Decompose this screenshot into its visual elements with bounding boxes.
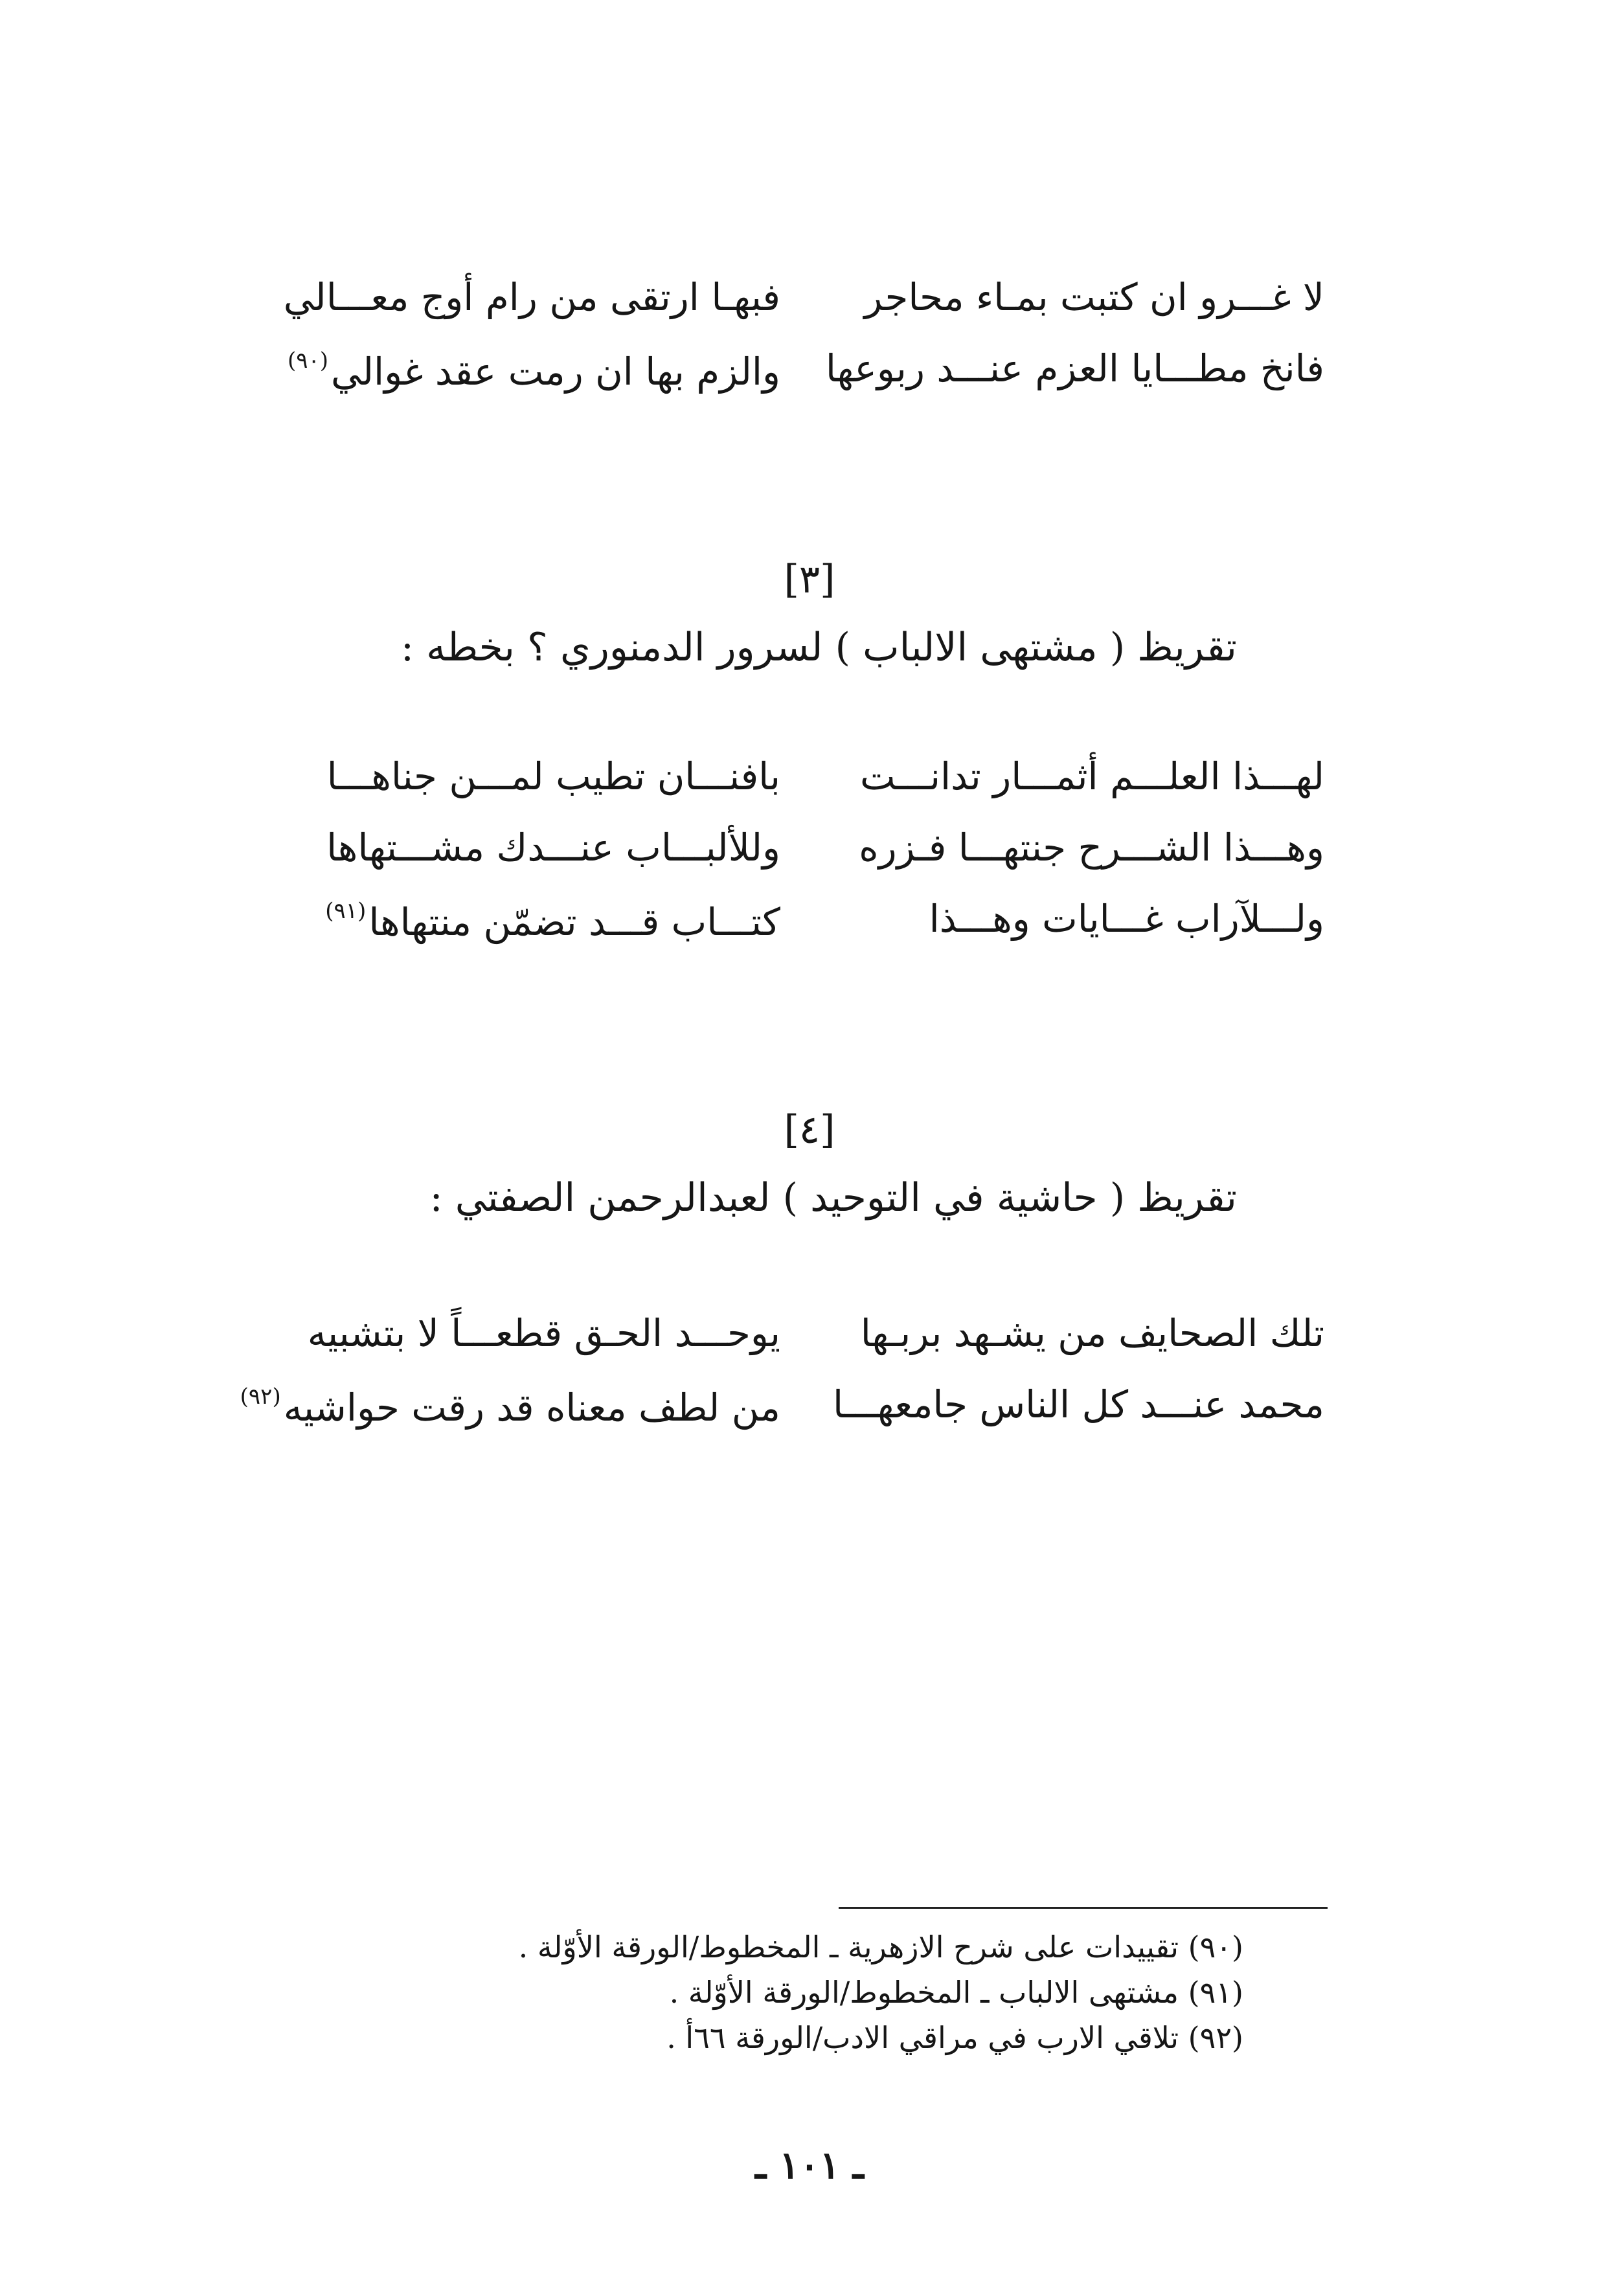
section-4-heading: تقريظ ( حاشية في التوحيد ) لعبدالرحمن الصفتي :: [429, 1175, 1237, 1221]
section4-verse-1-second-hemistich: يوحـــد الحـق قطعـــاً لا بتشبيه: [307, 1311, 780, 1355]
poem1-verse-1-first-hemistich: لا غـــرو ان كتبت بمـاء محاجر: [864, 275, 1324, 319]
section3-verse-3-second-hemistich: [262, 898, 780, 944]
section3-verse-1-second-hemistich: بافنـــان تطيب لمـــن جناهـــا: [326, 754, 780, 798]
section-3-number: [٣]: [784, 557, 835, 602]
poem1-verse-2-first-hemistich: فانخ مطـــايا العزم عنـــد ربوعها: [825, 346, 1324, 390]
footnote-91: (٩١) مشتهى الالباب ـ المخطوط/الورقة الأوّلة .: [669, 1975, 1243, 2010]
footnote-92: (٩٢) تلاقي الارب في مراقي الادب/الورقة ٦٦أ .: [666, 2020, 1243, 2055]
footnote-reference-92: (٩٢): [240, 1384, 281, 1410]
section4-verse-2-second-hemistich: [240, 1384, 780, 1430]
hemistich-text: كتـــاب قـــد تضمّن منتهاها: [368, 900, 780, 944]
footnote-reference-90: (٩٠): [287, 348, 328, 374]
hemistich-text: من لطف معناه قد رقت حواشيه: [283, 1386, 780, 1430]
section-4-number: [٤]: [784, 1107, 835, 1153]
section3-verse-2-first-hemistich: وهـــذا الشـــرح جنتهـــا فـزره: [859, 826, 1324, 870]
poem1-verse-1-second-hemistich: فبهـا ارتقى من رام أوج معـــالي: [283, 275, 780, 319]
section3-verse-2-second-hemistich: وللألبـــاب عنـــدك مشـــتهاها: [326, 826, 780, 870]
hemistich-text: والزم بها ان رمت عقد غوالي: [331, 350, 780, 394]
section4-verse-1-first-hemistich: تلك الصحايف من يشـهد بربـها: [860, 1311, 1324, 1355]
poem1-verse-2-second-hemistich: [262, 348, 780, 394]
section3-verse-3-first-hemistich: ولـــلآراب غـــايات وهـــذا: [929, 897, 1324, 941]
section3-verse-1-first-hemistich: لهـــذا العلـــم أثمـــار تدانـــت: [859, 754, 1324, 798]
section-3-heading: تقريظ ( مشتهى الالباب ) لسرور الدمنوري ؟ بخطه :: [400, 625, 1237, 670]
footnote-90: (٩٠) تقييدات على شرح الازهرية ـ المخطوط/الورقة الأوّلة .: [518, 1930, 1243, 1964]
footnote-reference-91: (٩١): [325, 898, 367, 924]
page-number: ـ ١٠١ ـ: [755, 2143, 864, 2187]
section4-verse-2-first-hemistich: محمد عنـــد كل الناس جامعهـــا: [832, 1382, 1324, 1426]
footnote-separator: [839, 1907, 1328, 1909]
